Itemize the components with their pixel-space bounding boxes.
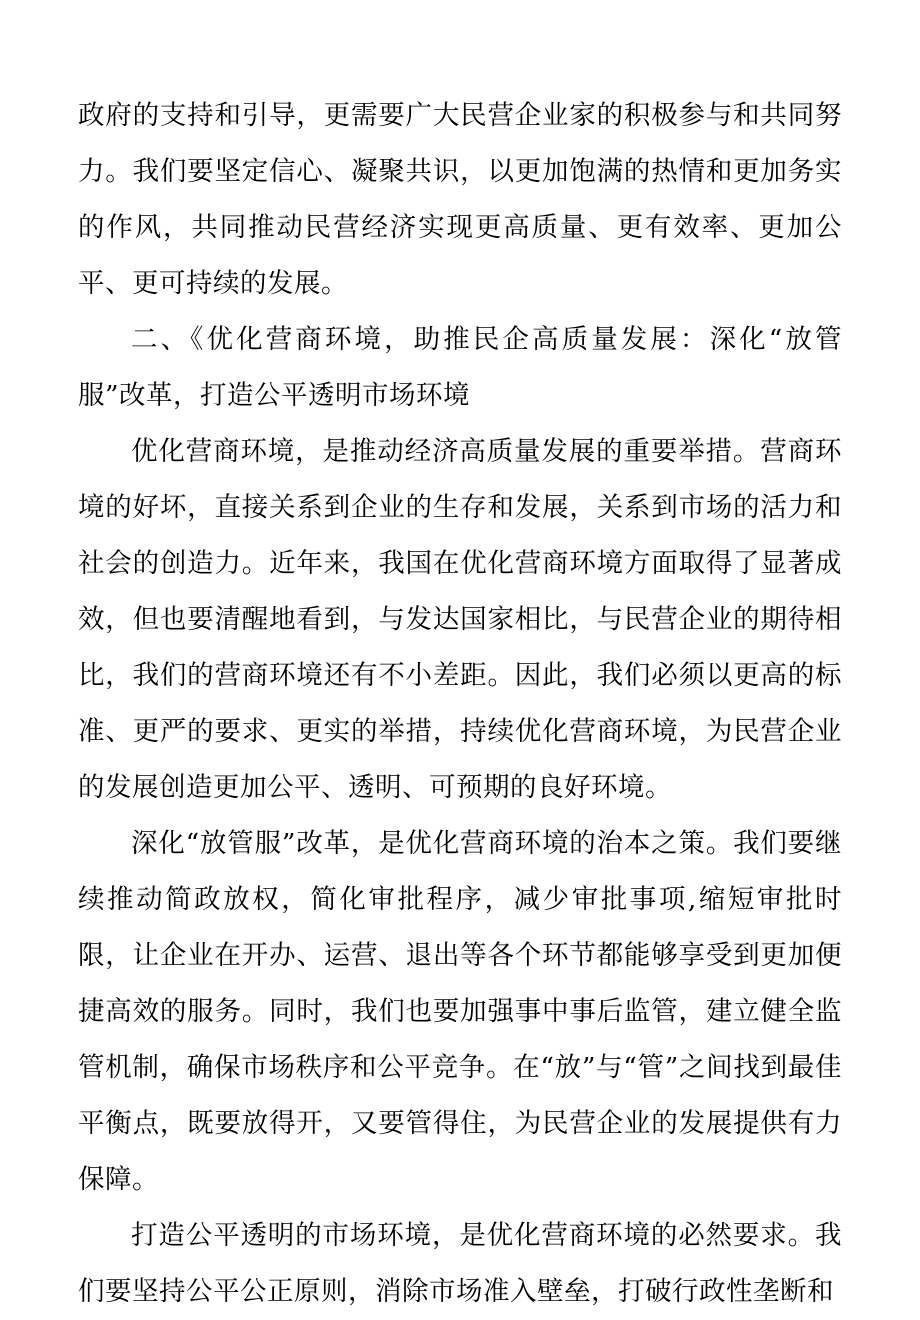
paragraph: 优化营商环境，是推动经济高质量发展的重要举措。营商环境的好坏，直接关系到企业的生存和发展，关系到市场的活力和社会的创造力。近年来，我国在优化营商环境方面取得了显著成效，但也要清醒地看到，与发达国家相比，与民营企业的期待相比，我们的营商环境还有不小差距。因此，我们必须以更高的标准、更严的要求、更实的举措，持续优化营商环境，为民营企业的发展创造更加公平、透明、可预期的良好环境。: [78, 436, 842, 803]
section-heading: 二、《优化营商环境，助推民企高质量发展：深化“放管服”改革，打造公平透明市场环境: [78, 324, 842, 411]
paragraph: 深化“放管服”改革，是优化营商环境的治本之策。我们要继续推动简政放权，简化审批程序，减少审批事项,缩短审批时限，让企业在开办、运营、退出等各个环节都能够享受到更加便捷高效的服务。同时，我们也要加强事中事后监管，建立健全监管机制，确保市场秩序和公平竞争。在“放”与“管”之间找到最佳平衡点，既要放得开，又要管得住，为民营企业的发展提供有力保障。: [78, 828, 842, 1195]
paragraph: 打造公平透明的市场环境，是优化营商环境的必然要求。我们要坚持公平公正原则，消除市场准入壁垒，打破行政性垄断和: [78, 1220, 842, 1307]
paragraph: 政府的支持和引导，更需要广大民营企业家的积极参与和共同努力。我们要坚定信心、凝聚共识，以更加饱满的热情和更加务实的作风，共同推动民营经济实现更高质量、更有效率、更加公平、更可持续的发展。: [78, 100, 842, 299]
document-body: [78, 88, 842, 1320]
